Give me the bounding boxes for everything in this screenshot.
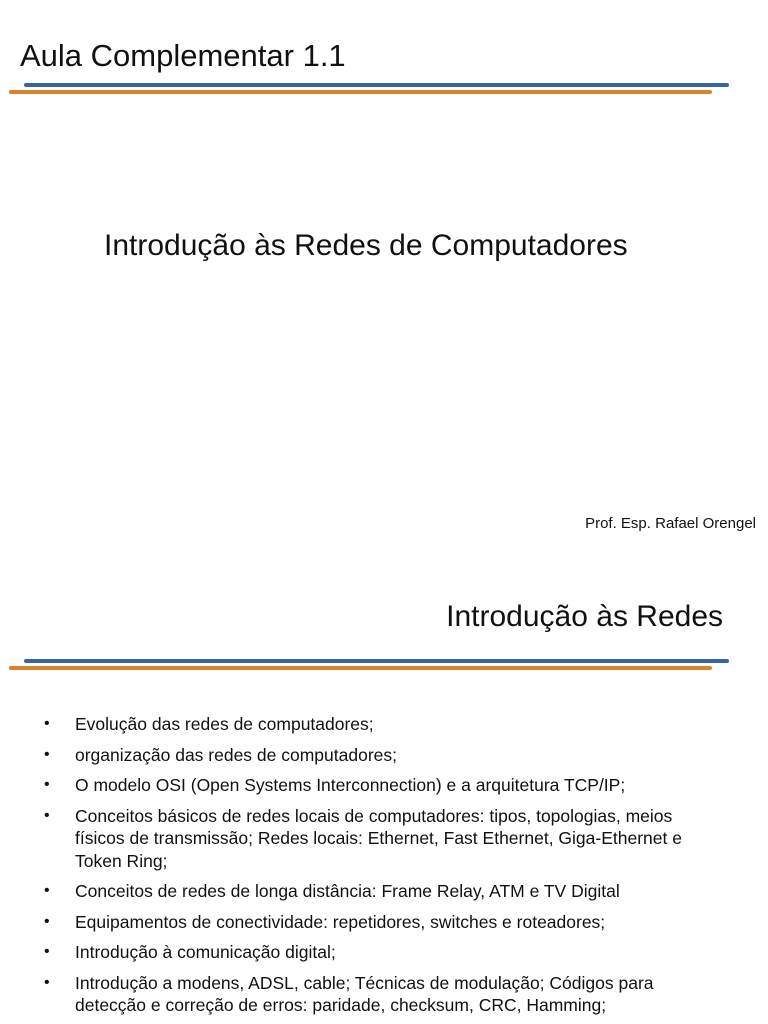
slide-title: Introdução às Redes (446, 600, 723, 633)
list-item (44, 713, 716, 736)
list-item-text: Equipamentos de conectividade: repetidores, switches e roteadores; (75, 911, 606, 932)
list-item-text: Introdução à comunicação digital; (75, 942, 336, 962)
title-underline-orange (9, 666, 712, 670)
list-item (44, 805, 716, 873)
list-item (44, 774, 716, 797)
list-item-text: Introdução a modens, ADSL, cable; Técnicas de modulação; Códigos para detecção e correção de erros: paridade, checksum, CRC, Hamming; (75, 972, 654, 1015)
content-slide (0, 576, 768, 1024)
bullet-icon: • (44, 882, 50, 899)
list-item-text: Evolução das redes de computadores; (75, 714, 374, 734)
bullet-icon: • (44, 943, 50, 960)
list-item (44, 880, 716, 903)
bullet-icon: • (44, 806, 50, 824)
bullet-icon: • (44, 745, 50, 763)
list-item (44, 941, 716, 964)
list-item-text: Conceitos de redes de longa distância: Frame Relay, ATM e TV Digital (75, 881, 620, 901)
author-credit: Prof. Esp. Rafael Orengel (585, 515, 756, 532)
title-underline-orange (9, 90, 712, 94)
bullet-icon: • (44, 912, 50, 930)
bullet-list (44, 713, 716, 1024)
bullet-icon: • (44, 776, 50, 793)
list-item-text: Conceitos básicos de redes locais de computadores: tipos, topologias, meios físicos de transmissão; Redes locais: Ethernet, Fast Ethernet, Giga-Ethernet e Token Ring; (75, 805, 682, 871)
bullet-icon: • (44, 973, 50, 991)
slide-title: Aula Complementar 1.1 (20, 38, 346, 73)
list-item-text: O modelo OSI (Open Systems Interconnection) e a arquitetura TCP/IP; (75, 775, 626, 795)
list-item (44, 744, 716, 767)
title-underline-blue (24, 83, 729, 87)
bullet-icon: • (44, 715, 50, 732)
title-underline-blue (24, 659, 729, 663)
list-item-text: organização das redes de computadores; (75, 744, 398, 765)
slide-subtitle: Introdução às Redes de Computadores (104, 229, 628, 262)
list-item (44, 972, 716, 1017)
list-item (44, 911, 716, 934)
